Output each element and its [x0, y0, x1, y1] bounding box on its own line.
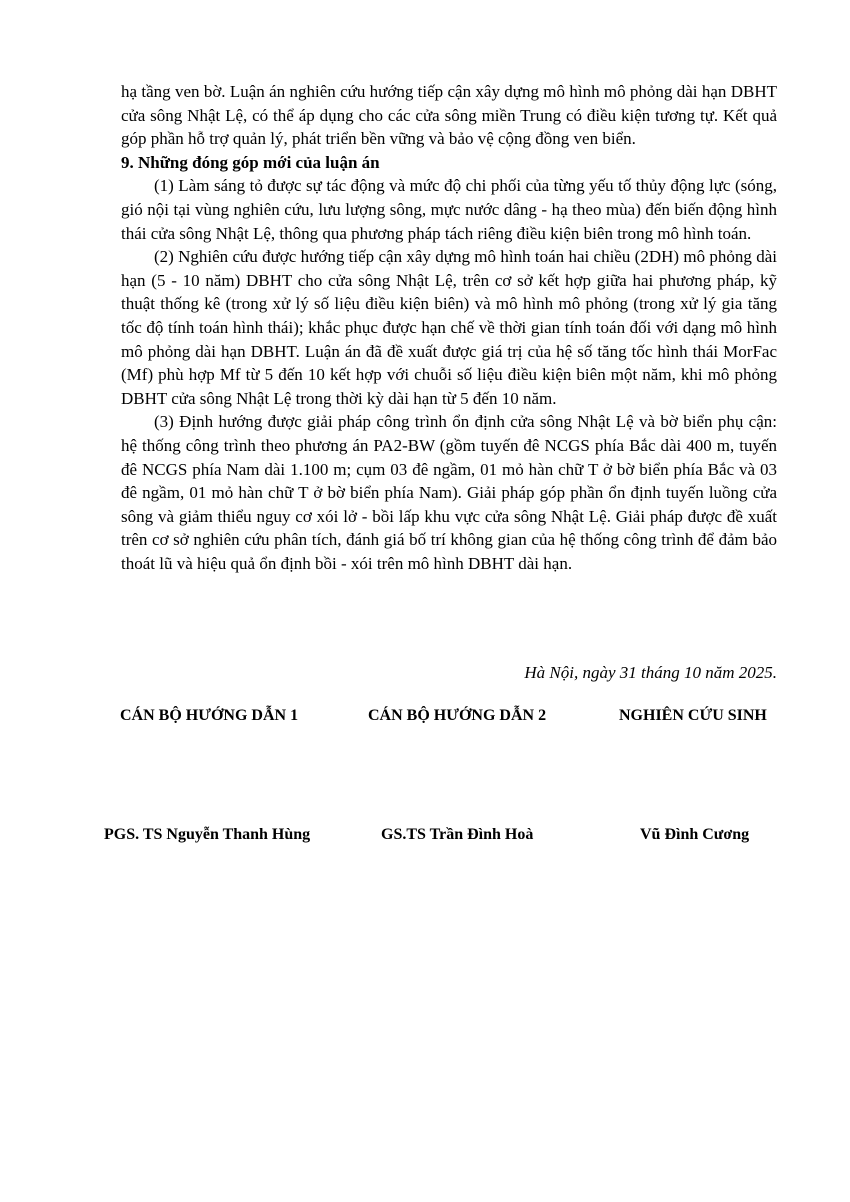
- contribution-2: (2) Nghiên cứu được hướng tiếp cận xây dựng mô hình toán hai chiều (2DH) mô phỏng dài hạn (5 - 10 năm) DBHT cho cửa sông Nhật Lệ, trên cơ sở kết hợp giữa hai phương pháp, kỹ thuật thống kê (trong xử lý số liệu điều kiện biên) và mô hình mô phỏng (trong xử lý gia tăng tốc độ tính toán hình thái); khắc phục được hạn chế về thời gian tính toán đối với dạng mô hình mô phỏng dài hạn DBHT. Luận án đã đề xuất được giá trị của hệ số tăng tốc hình thái MorFac (Mf) phù hợp Mf từ 5 đến 10 kết hợp với chuỗi số liệu điều kiện biên một năm, khi mô phỏng DBHT cửa sông Nhật Lệ trong thời kỳ dài hạn từ 5 đến 10 năm.: [121, 247, 777, 408]
- signature-name-advisor-2: GS.TS Trần Đình Hoà: [381, 826, 534, 843]
- contribution-3: (3) Định hướng được giải pháp công trình ổn định cửa sông Nhật Lệ và bờ biển phụ cận: hệ thống công trình theo phương án PA2-BW (gồm tuyến đê NCGS phía Bắc dài 400 m, tuyến đê NCGS phía Nam dài 1.100 m; cụm 03 đê ngầm, 01 mỏ hàn chữ T ở bờ biển phía Bắc và 03 đê ngầm, 01 mỏ hàn chữ T ở bờ biển phía Nam). Giải pháp góp phần ổn định tuyến luồng cửa sông và giảm thiểu nguy cơ xói lở - bồi lấp khu vực cửa sông Nhật Lệ. Giải pháp được đề xuất trên cơ sở nghiên cứu phân tích, đánh giá bố trí không gian của hệ thống công trình để đảm bảo thoát lũ và hiệu quả ổn định bồi - xói trên mô hình DBHT dài hạn.: [121, 412, 777, 573]
- signature-title-advisor-1: CÁN BỘ HƯỚNG DẪN 1: [120, 707, 299, 724]
- section-heading: 9. Những đóng góp mới của luận án: [121, 152, 380, 172]
- signature-name-phd-candidate: Vũ Đình Cương: [640, 826, 750, 843]
- contribution-1: (1) Làm sáng tỏ được sự tác động và mức độ chi phối của từng yếu tố thủy động lực (sóng, gió nội tại vùng nghiên cứu, lưu lượng sông, mực nước dâng - hạ theo mùa) đến biến động hình thái cửa sông Nhật Lệ, thông qua phương pháp tách riêng điều kiện biên trong mô hình toán.: [121, 176, 777, 243]
- date-line: Hà Nội, ngày 31 tháng 10 năm 2025.: [524, 663, 777, 682]
- intro-paragraph: hạ tầng ven bờ. Luận án nghiên cứu hướng tiếp cận xây dựng mô hình mô phỏng dài hạn DBHT cửa sông Nhật Lệ, có thể áp dụng cho các cửa sông miền Trung có điều kiện tương tự. Kết quả góp phần hỗ trợ quản lý, phát triển bền vững và bảo vệ cộng đồng ven biển.: [121, 82, 777, 149]
- signature-title-phd-candidate: NGHIÊN CỨU SINH: [619, 707, 767, 724]
- signature-name-advisor-1: PGS. TS Nguyễn Thanh Hùng: [104, 826, 311, 843]
- signature-title-advisor-2: CÁN BỘ HƯỚNG DẪN 2: [368, 707, 547, 724]
- document-body: [121, 80, 777, 575]
